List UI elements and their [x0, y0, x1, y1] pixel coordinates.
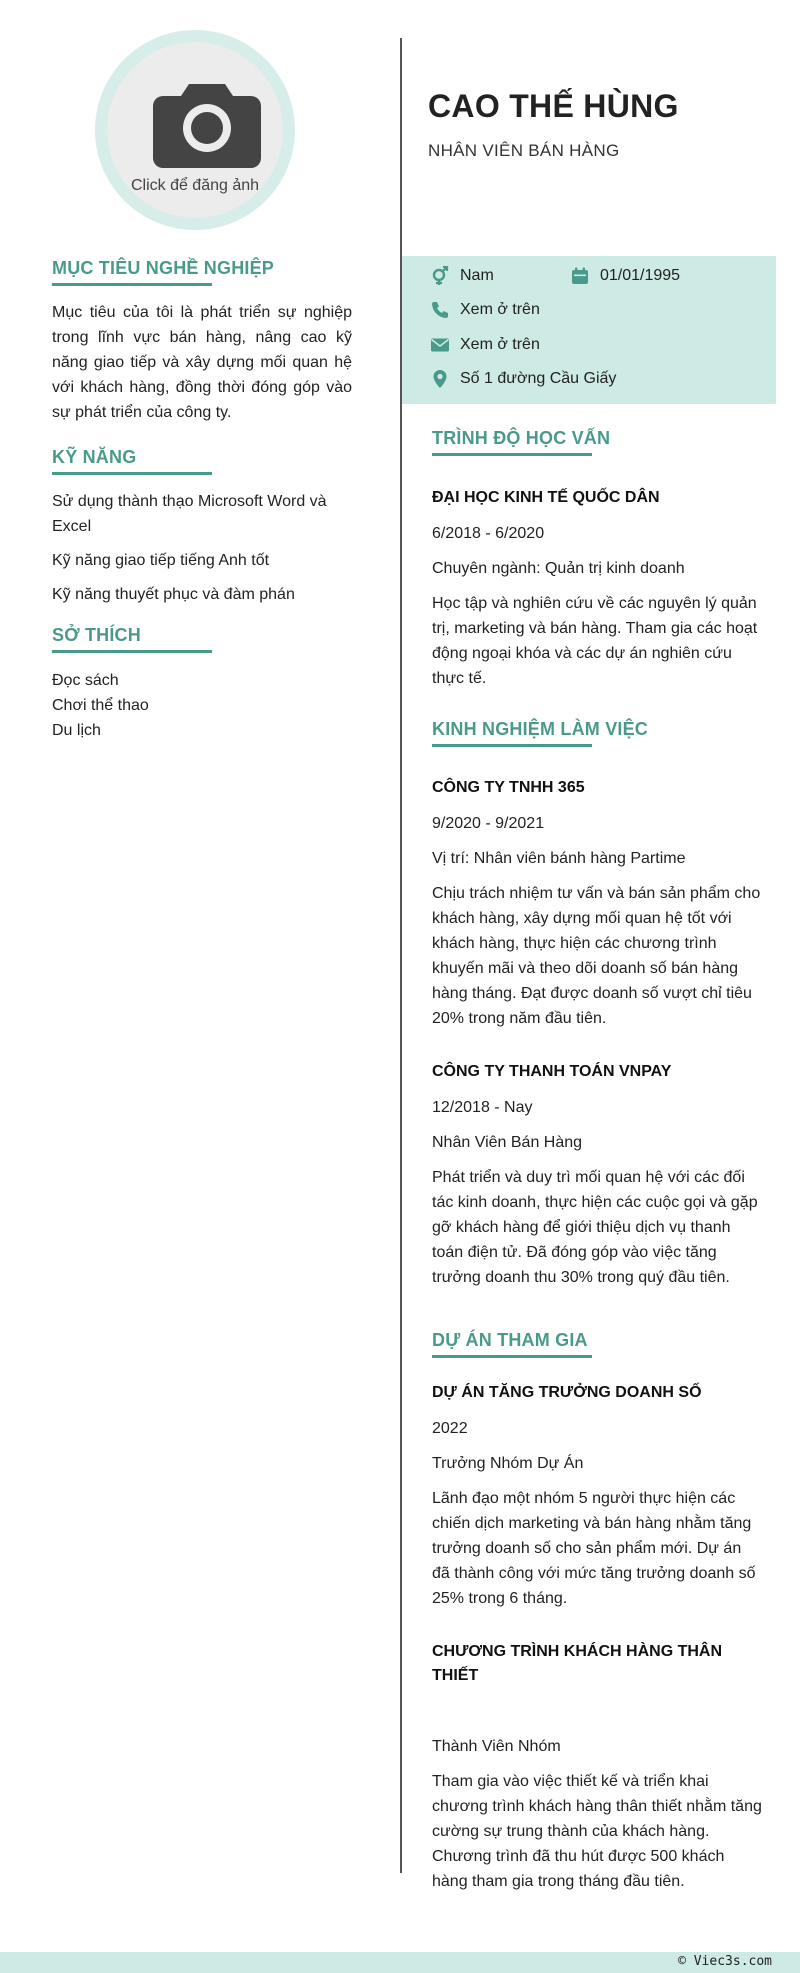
project-role: Trưởng Nhóm Dự Án — [432, 1455, 584, 1472]
skill-item: Kỹ năng giao tiếp tiếng Anh tốt — [52, 552, 270, 569]
education-description: Học tập và nghiên cứu về các nguyên lý quản trị, marketing và bán hàng. Tham gia các hoạt động ngoại khóa và các dự án nghiên cứu thực tế. — [432, 595, 758, 687]
project-year — [432, 1700, 762, 1724]
camera-icon — [153, 78, 261, 168]
projects-title: DỰ ÁN THAM GIA — [432, 1330, 588, 1350]
hobbies-section — [52, 625, 352, 743]
email-value: Xem ở trên — [460, 336, 540, 353]
gender-value: Nam — [460, 267, 494, 284]
job-position: Vị trí: Nhân viên bánh hàng Partime — [432, 850, 686, 867]
job-company: CÔNG TY TNHH 365 — [432, 779, 585, 796]
education-title: TRÌNH ĐỘ HỌC VẤN — [432, 428, 611, 448]
experience-section — [432, 719, 762, 1290]
objective-title: MỤC TIÊU NGHỀ NGHIỆP — [52, 258, 275, 278]
project-entry — [432, 1640, 762, 1894]
school-name: ĐẠI HỌC KINH TẾ QUỐC DÂN — [432, 489, 660, 506]
skill-item: Sử dụng thành thạo Microsoft Word và Excel — [52, 493, 327, 535]
contact-panel — [402, 256, 776, 404]
job-entry — [432, 776, 762, 1031]
hobbies-title: SỞ THÍCH — [52, 625, 141, 645]
contact-address — [430, 369, 616, 389]
birthday-value: 01/01/1995 — [600, 267, 681, 284]
project-entry — [432, 1381, 762, 1611]
section-underline — [432, 744, 592, 747]
contact-phone[interactable] — [430, 300, 540, 320]
section-underline — [432, 1355, 592, 1358]
contact-gender — [430, 266, 494, 286]
candidate-title: NHÂN VIÊN BÁN HÀNG — [428, 141, 620, 160]
email-icon — [430, 335, 450, 355]
hobby-item: Du lịch — [52, 722, 101, 739]
objective-section — [52, 258, 352, 425]
project-year: 2022 — [432, 1420, 468, 1437]
section-underline — [52, 650, 212, 653]
job-position: Nhân Viên Bán Hàng — [432, 1134, 583, 1151]
job-period: 12/2018 - Nay — [432, 1099, 533, 1116]
contact-email[interactable] — [430, 335, 540, 355]
section-underline — [52, 283, 212, 286]
project-name: CHƯƠNG TRÌNH KHÁCH HÀNG THÂN THIẾT — [432, 1643, 723, 1684]
address-value: Số 1 đường Cầu Giấy — [460, 370, 617, 387]
footer-bar — [0, 1952, 800, 1973]
job-description: Phát triển và duy trì mối quan hệ với các đối tác kinh doanh, thực hiện các cuộc gọi và gặp gỡ khách hàng để giới thiệu dịch vụ thanh toán điện tử. Đã đóng góp vào việc tăng trưởng doanh thu 30% trong quý đầu tiên. — [432, 1169, 758, 1286]
hobby-item: Chơi thể thao — [52, 697, 149, 714]
experience-title: KINH NGHIỆM LÀM VIỆC — [432, 719, 649, 739]
education-major: Chuyên ngành: Quản trị kinh doanh — [432, 560, 685, 577]
project-role: Thành Viên Nhóm — [432, 1738, 561, 1755]
skills-section — [52, 447, 352, 607]
candidate-name: CAO THẾ HÙNG — [428, 88, 679, 124]
phone-value: Xem ở trên — [460, 301, 540, 318]
section-underline — [432, 453, 592, 456]
projects-section — [432, 1330, 762, 1894]
gender-icon — [430, 266, 450, 286]
phone-icon — [430, 300, 450, 320]
avatar-upload[interactable] — [95, 30, 295, 230]
section-underline — [52, 472, 212, 475]
location-icon — [430, 369, 450, 389]
job-period: 9/2020 - 9/2021 — [432, 815, 545, 832]
avatar[interactable] — [107, 42, 283, 218]
project-description: Tham gia vào việc thiết kế và triển khai chương trình khách hàng thân thiết nhằm tăng cường sự trung thành của khách hàng. Chương trình đã thu hút được 500 khách hàng tham gia trong tháng đầu tiên. — [432, 1773, 762, 1890]
project-name: DỰ ÁN TĂNG TRƯỞNG DOANH SỐ — [432, 1384, 702, 1401]
hobby-item: Đọc sách — [52, 672, 119, 689]
job-company: CÔNG TY THANH TOÁN VNPAY — [432, 1063, 672, 1080]
footer-credit: © Viec3s.com — [678, 1954, 772, 1969]
skill-item: Kỹ năng thuyết phục và đàm phán — [52, 586, 295, 603]
job-description: Chịu trách nhiệm tư vấn và bán sản phẩm cho khách hàng, xây dựng mối quan hệ tốt với khách hàng, thực hiện các chương trình khuyến mãi và theo dõi doanh số bán hàng hàng tháng. Đạt được doanh số vượt chỉ tiêu 20% trong năm đầu tiên. — [432, 885, 761, 1027]
contact-birthday — [570, 266, 680, 286]
education-period: 6/2018 - 6/2020 — [432, 525, 545, 542]
objective-text: Mục tiêu của tôi là phát triển sự nghiệp trong lĩnh vực bán hàng, nâng cao kỹ năng giao tiếp và xây dựng mối quan hệ với khách hàng, đồng thời đóng góp vào sự phát triển của công ty. — [52, 304, 352, 421]
avatar-caption: Click để đăng ảnh — [130, 177, 260, 194]
education-section — [432, 428, 762, 691]
calendar-icon — [570, 266, 590, 286]
skills-title: KỸ NĂNG — [52, 447, 137, 467]
job-entry — [432, 1060, 762, 1290]
project-description: Lãnh đạo một nhóm 5 người thực hiện các chiến dịch marketing và bán hàng nhằm tăng trưởng doanh số cho sản phẩm mới. Dự án đã thành công với mức tăng trưởng doanh số 25% trong 6 tháng. — [432, 1490, 756, 1607]
